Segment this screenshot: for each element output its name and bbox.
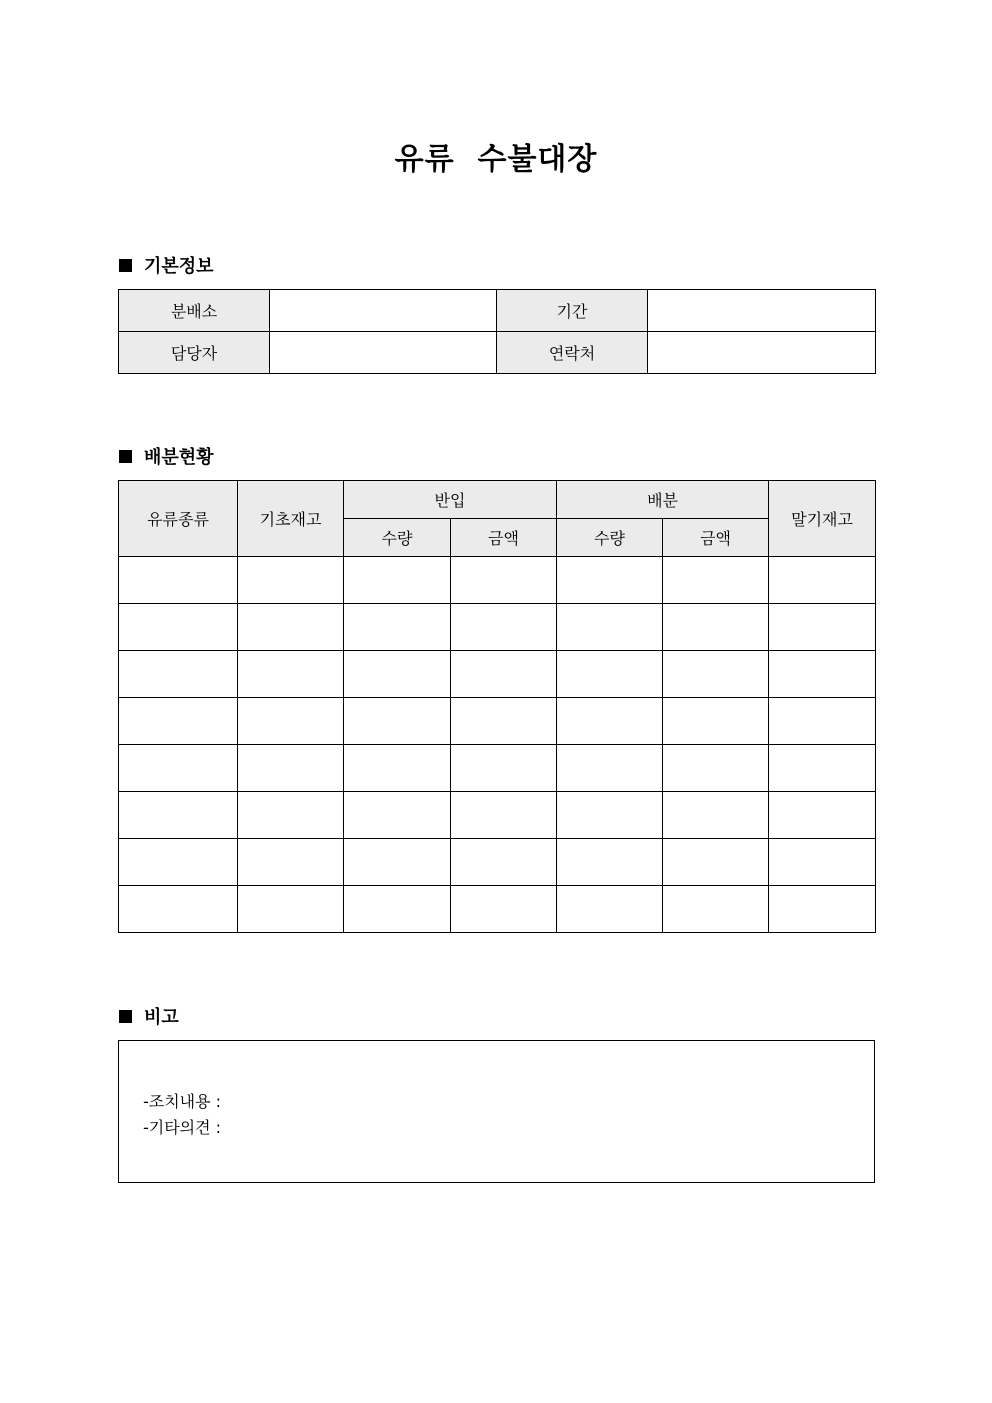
- table-cell[interactable]: [769, 698, 876, 745]
- distribution-table-body: [119, 557, 876, 933]
- table-cell[interactable]: [663, 698, 769, 745]
- table-cell[interactable]: [344, 792, 451, 839]
- table-cell[interactable]: [451, 604, 557, 651]
- table-cell[interactable]: [663, 557, 769, 604]
- table-cell[interactable]: [769, 557, 876, 604]
- table-cell[interactable]: [238, 651, 344, 698]
- section-distribution: [119, 444, 214, 468]
- square-bullet-icon: [119, 450, 132, 463]
- table-row: [119, 792, 876, 839]
- header-fuel-type: 유류종류: [119, 481, 238, 557]
- table-cell[interactable]: [119, 792, 238, 839]
- header-dist-amount: 금액: [663, 519, 769, 557]
- section-basic-info: [119, 253, 214, 277]
- table-cell[interactable]: [119, 557, 238, 604]
- table-row: [119, 886, 876, 933]
- header-distribution: 배분: [557, 481, 769, 519]
- table-cell[interactable]: [769, 745, 876, 792]
- header-inbound-amount: 금액: [451, 519, 557, 557]
- table-cell[interactable]: [557, 792, 663, 839]
- table-row: [119, 839, 876, 886]
- table-cell[interactable]: [663, 745, 769, 792]
- table-cell[interactable]: [344, 557, 451, 604]
- table-cell[interactable]: [769, 651, 876, 698]
- page-title: 유류 수불대장: [394, 142, 598, 177]
- table-cell[interactable]: [344, 651, 451, 698]
- square-bullet-icon: [119, 1010, 132, 1023]
- period-label: 기간: [497, 290, 648, 332]
- table-cell[interactable]: [238, 604, 344, 651]
- table-cell[interactable]: [557, 886, 663, 933]
- table-cell[interactable]: [769, 604, 876, 651]
- square-bullet-icon: [119, 259, 132, 272]
- table-cell[interactable]: [119, 745, 238, 792]
- table-cell[interactable]: [663, 886, 769, 933]
- table-cell[interactable]: [557, 745, 663, 792]
- header-dist-qty: 수량: [557, 519, 663, 557]
- table-row: [119, 557, 876, 604]
- remarks-box[interactable]: [118, 1040, 875, 1183]
- section-remarks-label: 비고: [144, 1007, 179, 1028]
- table-cell[interactable]: [451, 886, 557, 933]
- table-cell[interactable]: [119, 886, 238, 933]
- table-cell[interactable]: [451, 557, 557, 604]
- table-cell[interactable]: [344, 886, 451, 933]
- table-cell[interactable]: [238, 792, 344, 839]
- table-cell[interactable]: [451, 792, 557, 839]
- branch-field[interactable]: [270, 290, 497, 332]
- table-cell[interactable]: [238, 745, 344, 792]
- table-cell[interactable]: [557, 651, 663, 698]
- table-cell[interactable]: [119, 604, 238, 651]
- other-opinion-label: -기타의견 :: [143, 1118, 222, 1137]
- table-cell[interactable]: [557, 557, 663, 604]
- table-cell[interactable]: [238, 839, 344, 886]
- manager-field[interactable]: [270, 332, 497, 374]
- table-cell[interactable]: [451, 745, 557, 792]
- action-content-label: -조치내용 :: [143, 1092, 222, 1111]
- table-cell[interactable]: [769, 792, 876, 839]
- branch-label: 분배소: [119, 290, 270, 332]
- table-cell[interactable]: [451, 698, 557, 745]
- table-cell[interactable]: [663, 839, 769, 886]
- header-inbound: 반입: [344, 481, 557, 519]
- header-opening-stock: 기초재고: [238, 481, 344, 557]
- header-closing-stock: 말기재고: [769, 481, 876, 557]
- table-row: [119, 604, 876, 651]
- table-cell[interactable]: [451, 839, 557, 886]
- table-cell[interactable]: [119, 698, 238, 745]
- contact-field[interactable]: [648, 332, 876, 374]
- table-cell[interactable]: [451, 651, 557, 698]
- table-cell[interactable]: [663, 792, 769, 839]
- table-cell[interactable]: [344, 698, 451, 745]
- section-distribution-label: 배분현황: [144, 447, 214, 468]
- table-cell[interactable]: [238, 886, 344, 933]
- table-row: [119, 698, 876, 745]
- table-cell[interactable]: [557, 604, 663, 651]
- table-cell[interactable]: [663, 651, 769, 698]
- table-cell[interactable]: [344, 745, 451, 792]
- table-cell[interactable]: [663, 604, 769, 651]
- table-cell[interactable]: [769, 886, 876, 933]
- section-remarks: [119, 1004, 179, 1028]
- table-cell[interactable]: [238, 698, 344, 745]
- table-row: [119, 745, 876, 792]
- header-inbound-qty: 수량: [344, 519, 451, 557]
- table-cell[interactable]: [344, 839, 451, 886]
- table-cell[interactable]: [557, 839, 663, 886]
- table-cell[interactable]: [557, 698, 663, 745]
- distribution-table: [118, 480, 876, 933]
- basic-info-table: [118, 289, 876, 374]
- table-row: [119, 651, 876, 698]
- section-basic-info-label: 기본정보: [144, 256, 214, 277]
- manager-label: 담당자: [119, 332, 270, 374]
- table-cell[interactable]: [238, 557, 344, 604]
- table-cell[interactable]: [344, 604, 451, 651]
- table-cell[interactable]: [119, 651, 238, 698]
- table-cell[interactable]: [769, 839, 876, 886]
- table-cell[interactable]: [119, 839, 238, 886]
- contact-label: 연락처: [497, 332, 648, 374]
- period-field[interactable]: [648, 290, 876, 332]
